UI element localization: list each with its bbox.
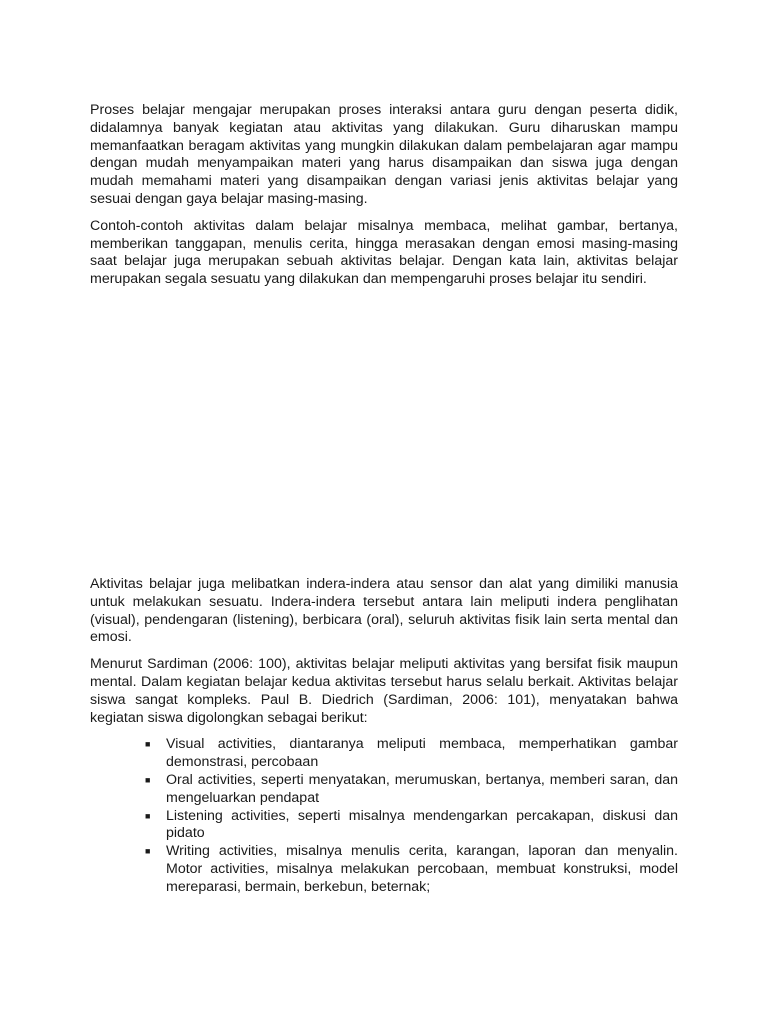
- square-bullet-icon: ■: [145, 846, 151, 857]
- paragraph: Contoh-contoh aktivitas dalam belajar misalnya membaca, melihat gambar, bertanya, memberikan tanggapan, menulis cerita, hingga merasakan dengan emosi masing-masing saat belajar juga merupakan sebuah aktivitas belajar. Dengan kata lain, aktivitas belajar merupakan segala sesuatu yang dilakukan dan mempengaruhi proses belajar itu sendiri.: [90, 217, 678, 288]
- square-bullet-icon: ■: [145, 810, 151, 821]
- text-block-top: [90, 102, 678, 298]
- paragraph: Menurut Sardiman (2006: 100), aktivitas belajar meliputi aktivitas yang bersifat fisik maupun mental. Dalam kegiatan belajar kedua aktivitas tersebut harus selalu berkait. Aktivitas belajar siswa sangat kompleks. Paul B. Diedrich (Sardiman, 2006: 101), menyatakan bahwa kegiatan siswa digolongkan sebagai berikut:: [90, 656, 678, 726]
- list-item-text: Visual activities, diantaranya meliputi membaca, memperhatikan gambar demonstrasi, percobaan: [166, 736, 678, 771]
- list-item-text: Writing activities, misalnya menulis cerita, karangan, laporan dan menyalin. Motor activities, misalnya melakukan percobaan, membuat konstruksi, model mereparasi, bermain, berkebun, beternak;: [166, 843, 678, 895]
- paragraph: Aktivitas belajar juga melibatkan indera-indera atau sensor dan alat yang dimiliki manusia untuk melakukan sesuatu. Indera-indera tersebut antara lain meliputi indera penglihatan (visual), pendengaran (listening), berbicara (oral), seluruh aktivitas fisik lain serta mental dan emosi.: [90, 576, 678, 646]
- list-item-text: Listening activities, seperti misalnya mendengarkan percakapan, diskusi dan pidato: [166, 807, 678, 842]
- square-bullet-icon: ■: [145, 774, 151, 785]
- list-item: [145, 736, 678, 772]
- square-bullet-icon: ■: [145, 739, 151, 750]
- list-item: [145, 807, 678, 844]
- activity-list: [90, 736, 678, 896]
- list-item: [145, 843, 678, 896]
- list-item: [145, 771, 678, 808]
- list-item-text: Oral activities, seperti menyatakan, merumuskan, bertanya, memberi saran, dan mengeluarkan pendapat: [166, 771, 678, 806]
- paragraph: Proses belajar mengajar merupakan proses interaksi antara guru dengan peserta didik, didalamnya banyak kegiatan atau aktivitas yang dilakukan. Guru diharuskan mampu memanfaatkan beragam aktivitas yang mungkin dilakukan dalam pembelajaran agar mampu dengan mudah menyampaikan materi yang harus disampaikan dan siswa juga dengan mudah memahami materi yang disampaikan dengan variasi jenis aktivitas belajar yang sesuai dengan gaya belajar masing-masing.: [90, 102, 678, 207]
- text-block-bottom: [90, 576, 678, 897]
